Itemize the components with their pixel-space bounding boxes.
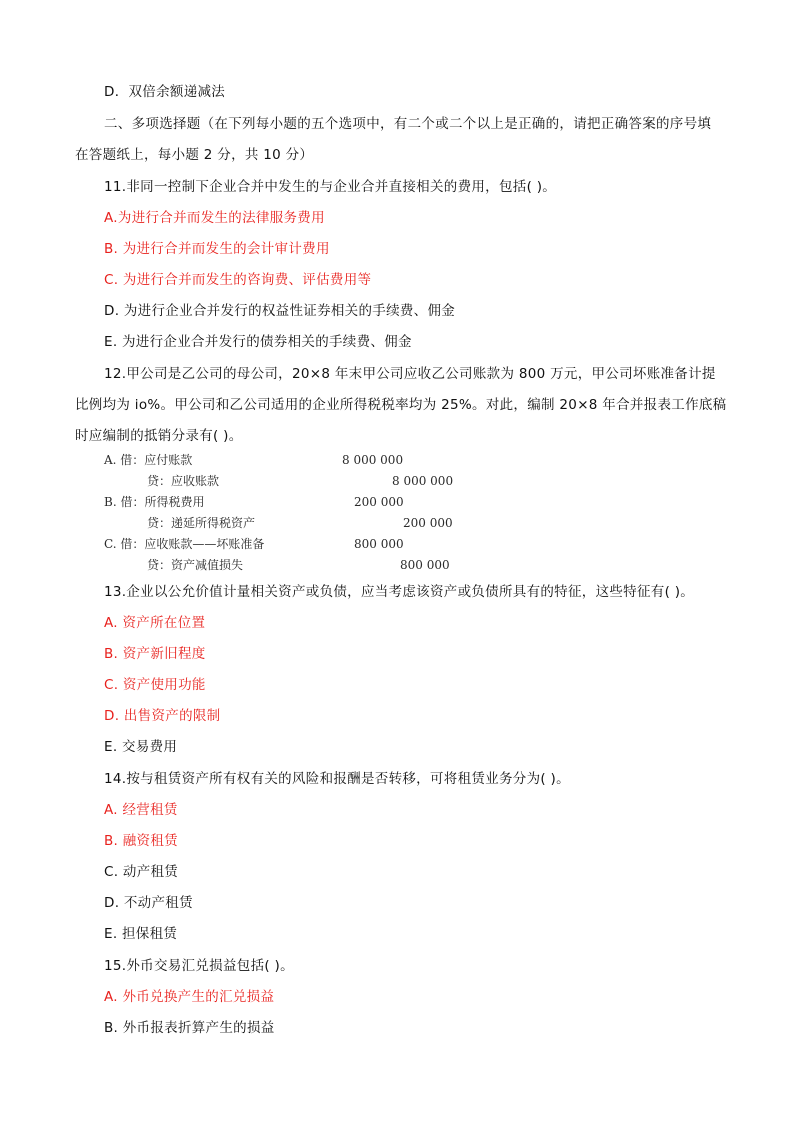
question-14-option-b: B. 融资租赁 bbox=[104, 833, 178, 849]
section-heading-cont: 在答题纸上，每小题 2 分，共 10 分） bbox=[75, 147, 314, 163]
section-heading-multiple-choice: 二、多项选择题（在下列每小题的五个选项中，有二个或二个以上是正确的，请把正确答案的序号填 bbox=[104, 116, 712, 132]
entry-b-credit: 贷：递延所得税资产 bbox=[147, 516, 256, 530]
entry-a-debit: A. 借：应付账款 bbox=[104, 453, 193, 467]
question-14-option-d: D. 不动产租赁 bbox=[104, 895, 193, 911]
entry-b-credit-amount: 200 000 bbox=[403, 516, 453, 530]
question-14-option-e: E. 担保租赁 bbox=[104, 926, 178, 942]
entry-a-debit-amount: 8 000 000 bbox=[342, 453, 404, 467]
question-13-option-e: E. 交易费用 bbox=[104, 739, 178, 755]
question-12-cont-1: 比例均为 io%。甲公司和乙公司适用的企业所得税税率均为 25%。对此，编制 20×8 年合并报表工作底稿 bbox=[75, 397, 727, 413]
entry-a-credit-amount: 8 000 000 bbox=[392, 474, 454, 488]
question-15: 15.外币交易汇兑损益包括( )。 bbox=[104, 958, 294, 974]
question-11-option-d: D. 为进行企业合并发行的权益性证券相关的手续费、佣金 bbox=[104, 303, 456, 319]
question-11: 11.非同一控制下企业合并中发生的与企业合并直接相关的费用，包括( )。 bbox=[104, 179, 557, 195]
entry-a-credit: 贷：应收账款 bbox=[147, 474, 220, 488]
question-12: 12.甲公司是乙公司的母公司，20×8 年末甲公司应收乙公司账款为 800 万元，甲公司坏账准备计提 bbox=[104, 366, 716, 382]
question-11-option-c: C. 为进行合并而发生的咨询费、评估费用等 bbox=[104, 272, 372, 288]
question-11-option-b: B. 为进行合并而发生的会计审计费用 bbox=[104, 241, 330, 257]
entry-b-debit-amount: 200 000 bbox=[354, 495, 404, 509]
question-13-option-d: D. 出售资产的限制 bbox=[104, 708, 221, 724]
question-12-cont-2: 时应编制的抵销分录有( )。 bbox=[75, 428, 243, 444]
question-14-option-c: C. 动产租赁 bbox=[104, 864, 179, 880]
question-15-option-b: B. 外币报表折算产生的损益 bbox=[104, 1020, 275, 1036]
question-11-option-e: E. 为进行企业合并发行的债券相关的手续费、佣金 bbox=[104, 334, 412, 350]
question-13-option-b: B. 资产新旧程度 bbox=[104, 646, 206, 662]
question-13-option-c: C. 资产使用功能 bbox=[104, 677, 206, 693]
entry-c-debit: C. 借：应收账款——坏账准备 bbox=[104, 537, 265, 551]
entry-b-debit: B. 借：所得税费用 bbox=[104, 495, 205, 509]
entry-c-credit-amount: 800 000 bbox=[400, 558, 450, 572]
question-13: 13.企业以公允价值计量相关资产或负债，应当考虑该资产或负债所具有的特征，这些特征有( )。 bbox=[104, 584, 695, 600]
question-11-option-a: A.为进行合并而发生的法律服务费用 bbox=[104, 210, 325, 226]
question-15-option-a: A. 外币兑换产生的汇兑损益 bbox=[104, 989, 275, 1005]
option-d-prev: D．双倍余额递减法 bbox=[104, 84, 226, 100]
question-14-option-a: A. 经营租赁 bbox=[104, 802, 178, 818]
question-14: 14.按与租赁资产所有权有关的风险和报酬是否转移，可将租赁业务分为( )。 bbox=[104, 771, 570, 787]
question-13-option-a: A. 资产所在位置 bbox=[104, 615, 206, 631]
entry-c-credit: 贷：资产减值损失 bbox=[147, 558, 244, 572]
entry-c-debit-amount: 800 000 bbox=[354, 537, 404, 551]
